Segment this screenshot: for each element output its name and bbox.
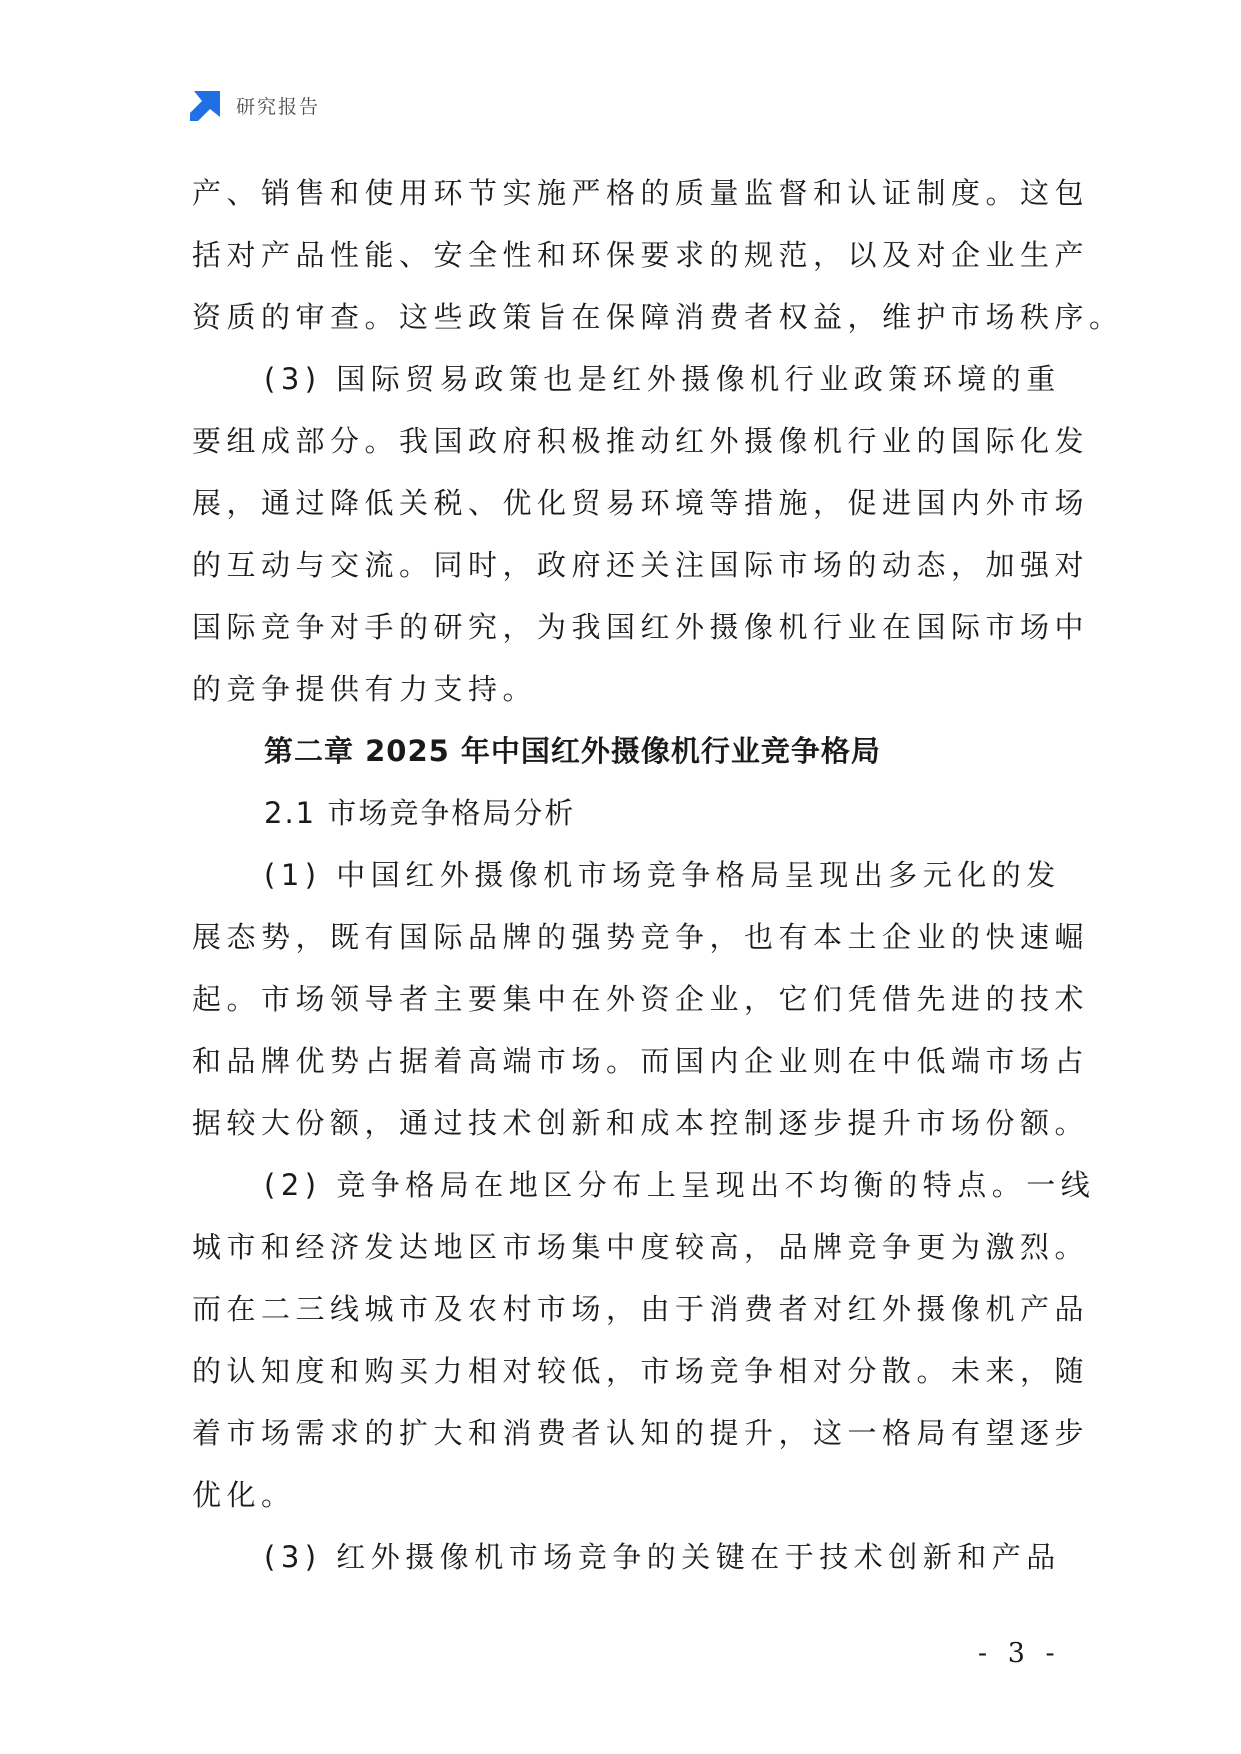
paragraph-start: (2) 竞争格局在地区分布上呈现出不均衡的特点。一线 [264, 1168, 1096, 1202]
paragraph-start: (1) 中国红外摄像机市场竞争格局呈现出多元化的发 [264, 858, 1061, 892]
header-title: 研究报告 [236, 95, 321, 118]
body-line: 和品牌优势占据着高端市场。而国内企业则在中低端市场占 [192, 1044, 1090, 1078]
paragraph-start: (3) 红外摄像机市场竞争的关键在于技术创新和产品 [264, 1540, 1061, 1574]
body-line: 产、销售和使用环节实施严格的质量监督和认证制度。这包 [192, 176, 1090, 210]
body-line: 城市和经济发达地区市场集中度较高，品牌竞争更为激烈。 [192, 1230, 1090, 1264]
body-line: 括对产品性能、安全性和环保要求的规范，以及对企业生产 [192, 238, 1090, 272]
document-body [192, 162, 1124, 1588]
body-line: 国际竞争对手的研究，为我国红外摄像机行业在国际市场中 [192, 610, 1090, 644]
report-header [190, 88, 320, 122]
body-line: 着市场需求的扩大和消费者认知的提升，这一格局有望逐步 [192, 1416, 1090, 1450]
body-line: 展，通过降低关税、优化贸易环境等措施，促进国内外市场 [192, 486, 1090, 520]
chapter-heading: 第二章 2025 年中国红外摄像机行业竞争格局 [264, 734, 881, 768]
body-line: 据较大份额，通过技术创新和成本控制逐步提升市场份额。 [192, 1106, 1090, 1140]
body-line: 的竞争提供有力支持。 [192, 672, 538, 706]
paragraph-start: (3) 国际贸易政策也是红外摄像机行业政策环境的重 [264, 362, 1061, 396]
body-line: 的认知度和购买力相对较低，市场竞争相对分散。未来，随 [192, 1354, 1090, 1388]
body-line: 展态势，既有国际品牌的强势竞争，也有本土企业的快速崛 [192, 920, 1090, 954]
arrow-up-right-icon [190, 89, 222, 121]
page-number: - 3 - [978, 1638, 1061, 1669]
body-line: 要组成部分。我国政府积极推动红外摄像机行业的国际化发 [192, 424, 1090, 458]
body-line: 而在二三线城市及农村市场，由于消费者对红外摄像机产品 [192, 1292, 1090, 1326]
body-line: 的互动与交流。同时，政府还关注国际市场的动态，加强对 [192, 548, 1090, 582]
section-heading: 2.1 市场竞争格局分析 [264, 796, 576, 830]
body-line: 起。市场领导者主要集中在外资企业，它们凭借先进的技术 [192, 982, 1090, 1016]
body-line: 资质的审查。这些政策旨在保障消费者权益，维护市场秩序。 [192, 300, 1124, 334]
body-line: 优化。 [192, 1478, 296, 1512]
